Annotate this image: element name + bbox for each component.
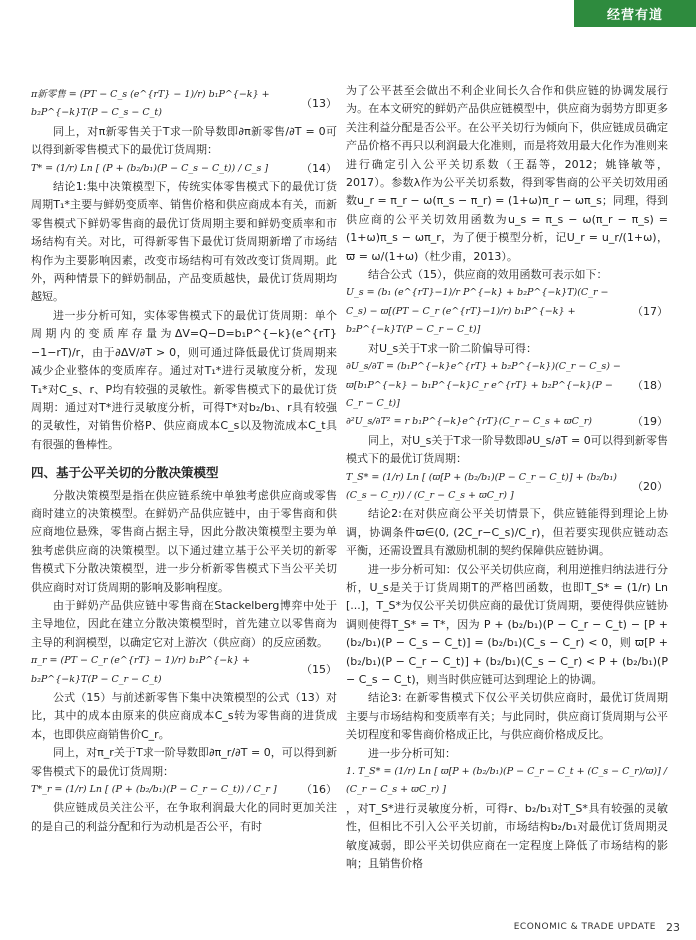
equation-16-number: （16） xyxy=(301,783,337,797)
equation-16-text: T*_r = (1/r) Ln [ (P + (b₂/b₁)(P − C_r − C_t)) / C_r ] xyxy=(31,784,277,796)
paragraph: 结论1:集中决策模型下，传统实体零售模式下的最优订货周期T₁*主要与鲜奶变质率、销售价格和供应商成本有关，而新零售模式下鲜奶零售商的最优订货周期主要和鲜奶变质率和市场结构有关。对比，可得新零售下最优订货周期新增了市场结构作为主要影响因素，改变市场结构可有效改变订货周期。此外，两种情景下的鲜奶制品，产品变质越快，最优订货周期均越短。 xyxy=(31,180,337,304)
paragraph: 对U_s关于T求一阶二阶偏导可得： xyxy=(368,341,538,355)
equation-15-text: π_r = (PT − C_r (e^{rT} − 1)/r) b₁P^{−k} + b₂P^{−k}T(P − C_r − C_t) xyxy=(31,655,251,685)
equation-21 xyxy=(346,763,668,800)
right-column xyxy=(346,82,668,873)
equation-15-number: （15） xyxy=(301,663,337,677)
equation-14-text: T* = (1/r) Ln [ (P + (b₂/b₁)(P − C_s − C_t)) / C_s ] xyxy=(31,162,269,174)
equation-13-number: （13） xyxy=(301,97,337,111)
equation-13-text: π新零售 = (PT − C_s (e^{rT} − 1)/r) b₁P^{−k} + b₂P^{−k}T(P − C_s − C_t) xyxy=(31,89,270,119)
paragraph: 公式（15）与前述新零售下集中决策模型的公式（13）对比，其中的成本由原来的供应商成本C_s转为零售商的进货成本，也即供应商销售价C_r。 xyxy=(31,691,337,741)
section-heading: 四、基于公平关切的分散决策模型 xyxy=(31,465,219,481)
equation-17-number: （17） xyxy=(632,304,668,318)
paragraph: 由于鲜奶产品供应链中零售商在Stackelberg博弈中处于主导地位，因此在建立分散决策模型时，首先建立以零售商为主导的利润模型，以确定它对上游次（供应商）的反应函数。 xyxy=(31,598,337,649)
left-column xyxy=(31,86,337,836)
equation-19-number: （19） xyxy=(632,415,668,429)
paragraph: 进一步分析可知：仅公平关切供应商，利用逆推归纳法进行分析，U_s是关于订货周期T的严格凹函数，也即T_S* = (1/r) Ln [...]，T_S*为仅公平关切供应商的最优订货周期，要使得供应链协调则使得T_S* = T*，因为 P + (b₂/b₁)(P − C_r − C_t) − [P + (b₂/b₁)(P − C_s − C_t)] = (b₂/b₁)(C_s − C_r) < 0，则 ϖ[P + (b₂/b₁)(P − C_r − C_t)] + (b₂/b₁)(C_s − C_r) < P + (b₂/b₁)(P − C_s − C_t)，则当时供应链可达到理论上的协调。 xyxy=(346,562,668,686)
journal-name: ECONOMIC & TRADE UPDATE xyxy=(513,922,656,932)
equation-15 xyxy=(31,652,337,689)
equation-18-number: （18） xyxy=(632,378,668,392)
equation-20-number: （20） xyxy=(632,479,668,493)
paragraph: 同上，对π新零售关于T求一阶导数即∂π新零售/∂T = 0可以得到新零售模式下的最优订货周期： xyxy=(31,124,337,157)
equation-14-number: （14） xyxy=(301,161,337,175)
equation-20 xyxy=(346,469,668,506)
equation-19 xyxy=(346,413,668,431)
paragraph: 分散决策模型是指在供应链系统中单独考虑供应商或零售商时建立的决策模型。在鲜奶产品供应链中，由于零售商和供应商地位悬殊，零售商占据主导，因此分散决策模型主要为单独考虑供应商的决策模型。以下通过建立基于公平关切的新零售模式下分散决策模型，进一步分析新零售模式下当公平关切供应商时对订货周期的影响及影响程度。 xyxy=(31,488,337,594)
paragraph: 为了公平甚至会做出不利企业间长久合作和供应链的协调发展行为。在本文研究的鲜奶产品供应链模型中，供应商为弱势方即更多关注利益分配是否公平。在公平关切行为倾向下，供应链成员确定产品价格不再只以利润最大化准则，而是将效用最大化作为准则来进行确定引入公平关切系数（王磊等，2012；姚锋敏等，2017）。参数λ作为公平关切系数，得到零售商的公平关切效用函数u_r = π_r − ω(π_s − π_r) = (1+ω)π_r − ωπ_s；同理，得到供应商的公平关切效用函数为u_s = π_s − ω(π_r − π_s) = (1+ω)π_s − ωπ_r，为了便于模型分析，记U_r = u_r/(1+ω)，ϖ = ω/(1+ω)（杜少甫，2013）。 xyxy=(346,84,668,263)
paragraph: 供应链成员关注公平，在争取利润最大化的同时更加关注的是自己的利益分配和行为动机是否公平，有时 xyxy=(31,801,337,833)
paragraph: 同上，对π_r关于T求一阶导数即∂π_r/∂T = 0，可以得到新零售模式下的最优订货周期： xyxy=(31,746,337,778)
paragraph: 结论2:在对供应商公平关切情景下，供应链能得到理论上协调，协调条件ϖ∈(0, (2C_r−C_s)/C_r)，但若要实现供应链动态平衡，还需设置具有激励机制的契约保障供应链协调。 xyxy=(346,507,668,558)
equation-21-text: 1. T_S* = (1/r) Ln [ ϖ[P + (b₂/b₁)(P − C_r − C_t + (C_s − C_r)/ϖ)] / (C_r − C_s + ϖC_r) ] xyxy=(346,766,667,796)
paragraph: 进一步分析可知： xyxy=(368,746,456,760)
equation-17-text: U_s = (b₁ (e^{rT}−1)/r P^{−k} + b₂P^{−k}T)(C_r − C_s) − ϖ[(PT − C_r (e^{rT}−1)/r) b₁P^{−k} + b₂P^{−k}T(P − C_r − C_t)] xyxy=(346,287,609,336)
paragraph: 结论3: 在新零售模式下仅公平关切供应商时，最优订货周期主要与市场结构和变质率有关；与此同时，供应商订货周期与公平关切程度和零售商价格成正比，与供应商价格成反比。 xyxy=(346,691,668,742)
equation-13 xyxy=(31,86,337,123)
section-tab: 经营有道 xyxy=(574,0,696,27)
equation-19-text: ∂²U_s/∂T² = r b₁P^{−k}e^{rT}(C_r − C_s + ϖC_r) xyxy=(346,416,592,428)
equation-20-text: T_S* = (1/r) Ln [ (ϖ[P + (b₂/b₁)(P − C_r − C_t)] + (b₂/b₁)(C_s − C_r)) / (C_r − C_s + ϖC_r) ] xyxy=(346,471,617,501)
equation-14 xyxy=(31,160,337,178)
paragraph: 结合公式（15），供应商的效用函数可表示如下： xyxy=(368,268,608,282)
paragraph: 进一步分析可知，实体零售模式下的最优订货周期：单个周期内的变质库存量为ΔV=Q−D=b₁P^{−k}(e^{rT}−1−rT)/r，由于∂ΔV/∂T > 0，则可通过降低最优订货周期来减少企业整体的变质库存。通过对T₁*进行灵敏度分析，发现T₁*对C_s、r、P均有较强的灵敏性。新零售模式下的最优订货周期：通过对T*进行灵敏度分析，可得T*对b₂/b₁、r具有较强的灵敏性，对销售价格P、供应商成本C_s以及物流成本C_t具有很强的鲁棒性。 xyxy=(31,308,337,451)
equation-16 xyxy=(31,781,337,799)
page-number: 23 xyxy=(666,921,680,934)
paragraph: 同上，对U_s关于T求一阶导数即∂U_s/∂T = 0可以得到新零售模式下的最优订货周期： xyxy=(346,433,668,466)
equation-18 xyxy=(346,358,668,413)
paragraph: ，对T_S*进行灵敏度分析，可得r、b₂/b₁对T_S*具有较强的灵敏性，但相比不引入公平关切前，市场结构b₂/b₁对最优订货周期灵敏度减弱，即公平关切供应商在一定程度上降低了市场结构的影响；且销售价格 xyxy=(346,801,668,871)
equation-17 xyxy=(346,284,668,339)
equation-18-text: ∂U_s/∂T = (b₁P^{−k}e^{rT} + b₂P^{−k})(C_r − C_s) − ϖ[b₁P^{−k} − b₁P^{−k}C_r e^{rT} + b₂P^{−k}(P − C_r − C_t)] xyxy=(346,361,621,409)
